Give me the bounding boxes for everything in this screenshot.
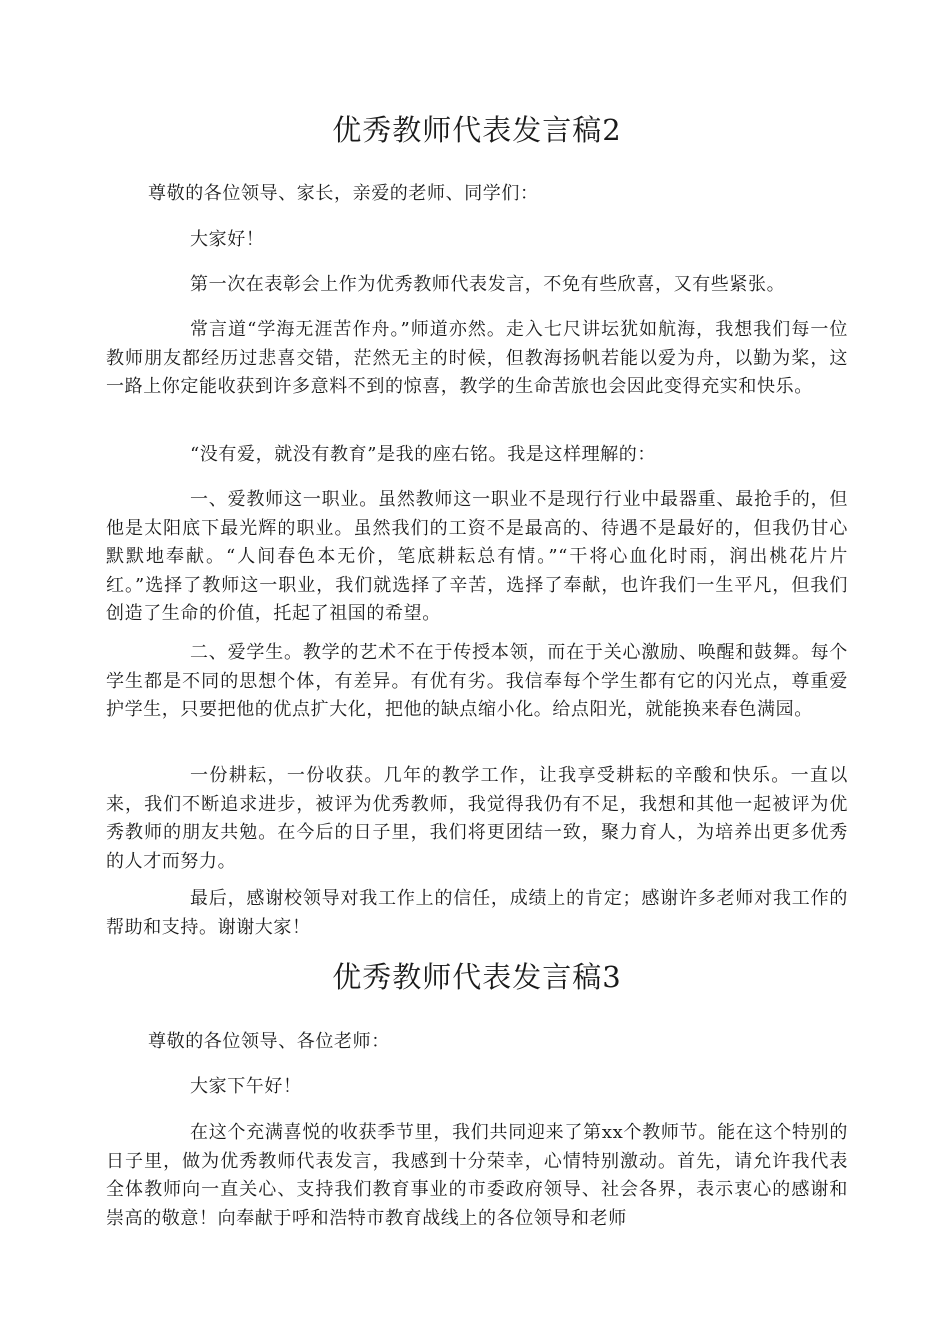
section-1-paragraph-1: 大家好！ bbox=[190, 229, 265, 250]
section-1-paragraph-2: 第一次在表彰会上作为优秀教师代表发言，不免有些欣喜，又有些紧张。 bbox=[190, 274, 786, 295]
section-1-paragraph-4: “没有爱，就没有教育”是我的座右铭。我是这样理解的： bbox=[190, 444, 657, 465]
section-1-paragraph-8: 最后，感谢校领导对我工作上的信任，成绩上的肯定；感谢许多老师对我工作的帮助和支持。谢谢大家！ bbox=[106, 888, 848, 938]
section-1-paragraph-3: 常言道“学海无涯苦作舟。”师道亦然。走入七尺讲坛犹如航海，我想我们每一位教师朋友都经历过悲喜交错，茫然无主的时候，但教海扬帆若能以爱为舟，以勤为桨，这一路上你定能收获到许多意料不到的惊喜，教学的生命苦旅也会因此变得充实和快乐。 bbox=[106, 319, 848, 397]
section-2-paragraph-2: 在这个充满喜悦的收获季节里，我们共同迎来了第xx个教师节。能在这个特别的日子里，做为优秀教师代表发言，我感到十分荣幸，心情特别激动。首先，请允许我代表全体教师向一直关心、支持我们教育事业的市委政府领导、社会各界，表示衷心的感谢和崇高的敬意！向奉献于呼和浩特市教育战线上的各位领导和老师 bbox=[106, 1122, 848, 1229]
section-2-paragraph-1: 大家下午好！ bbox=[190, 1076, 302, 1097]
section-1-salutation: 尊敬的各位领导、家长，亲爱的老师、同学们： bbox=[148, 183, 539, 204]
section-2-salutation: 尊敬的各位领导、各位老师： bbox=[148, 1031, 390, 1052]
section-1-paragraph-7: 一份耕耘，一份收获。几年的教学工作，让我享受耕耘的辛酸和快乐。一直以来，我们不断追求进步，被评为优秀教师，我觉得我仍有不足，我想和其他一起被评为优秀教师的朋友共勉。在今后的日子里，我们将更团结一致，聚力育人，为培养出更多优秀的人才而努力。 bbox=[106, 765, 848, 872]
section-1-paragraph-6: 二、爱学生。教学的艺术不在于传授本领，而在于关心激励、唤醒和鼓舞。每个学生都是不同的思想个体，有差异。有优有劣。我信奉每个学生都有它的闪光点，尊重爱护学生，只要把他的优点扩大化，把他的缺点缩小化。给点阳光，就能换来春色满园。 bbox=[106, 642, 848, 720]
section-2-title: 优秀教师代表发言稿3 bbox=[332, 960, 622, 994]
section-1-title: 优秀教师代表发言稿2 bbox=[332, 113, 622, 147]
section-1-paragraph-5: 一、爱教师这一职业。虽然教师这一职业不是现行行业中最器重、最抢手的，但他是太阳底下最光辉的职业。虽然我们的工资不是最高的、待遇不是最好的，但我仍甘心默默地奉献。“人间春色本无价，笔底耕耘总有情。”“干将心血化时雨，润出桃花片片红。”选择了教师这一职业，我们就选择了辛苦，选择了奉献，也许我们一生平凡，但我们创造了生命的价值，托起了祖国的希望。 bbox=[106, 489, 848, 624]
